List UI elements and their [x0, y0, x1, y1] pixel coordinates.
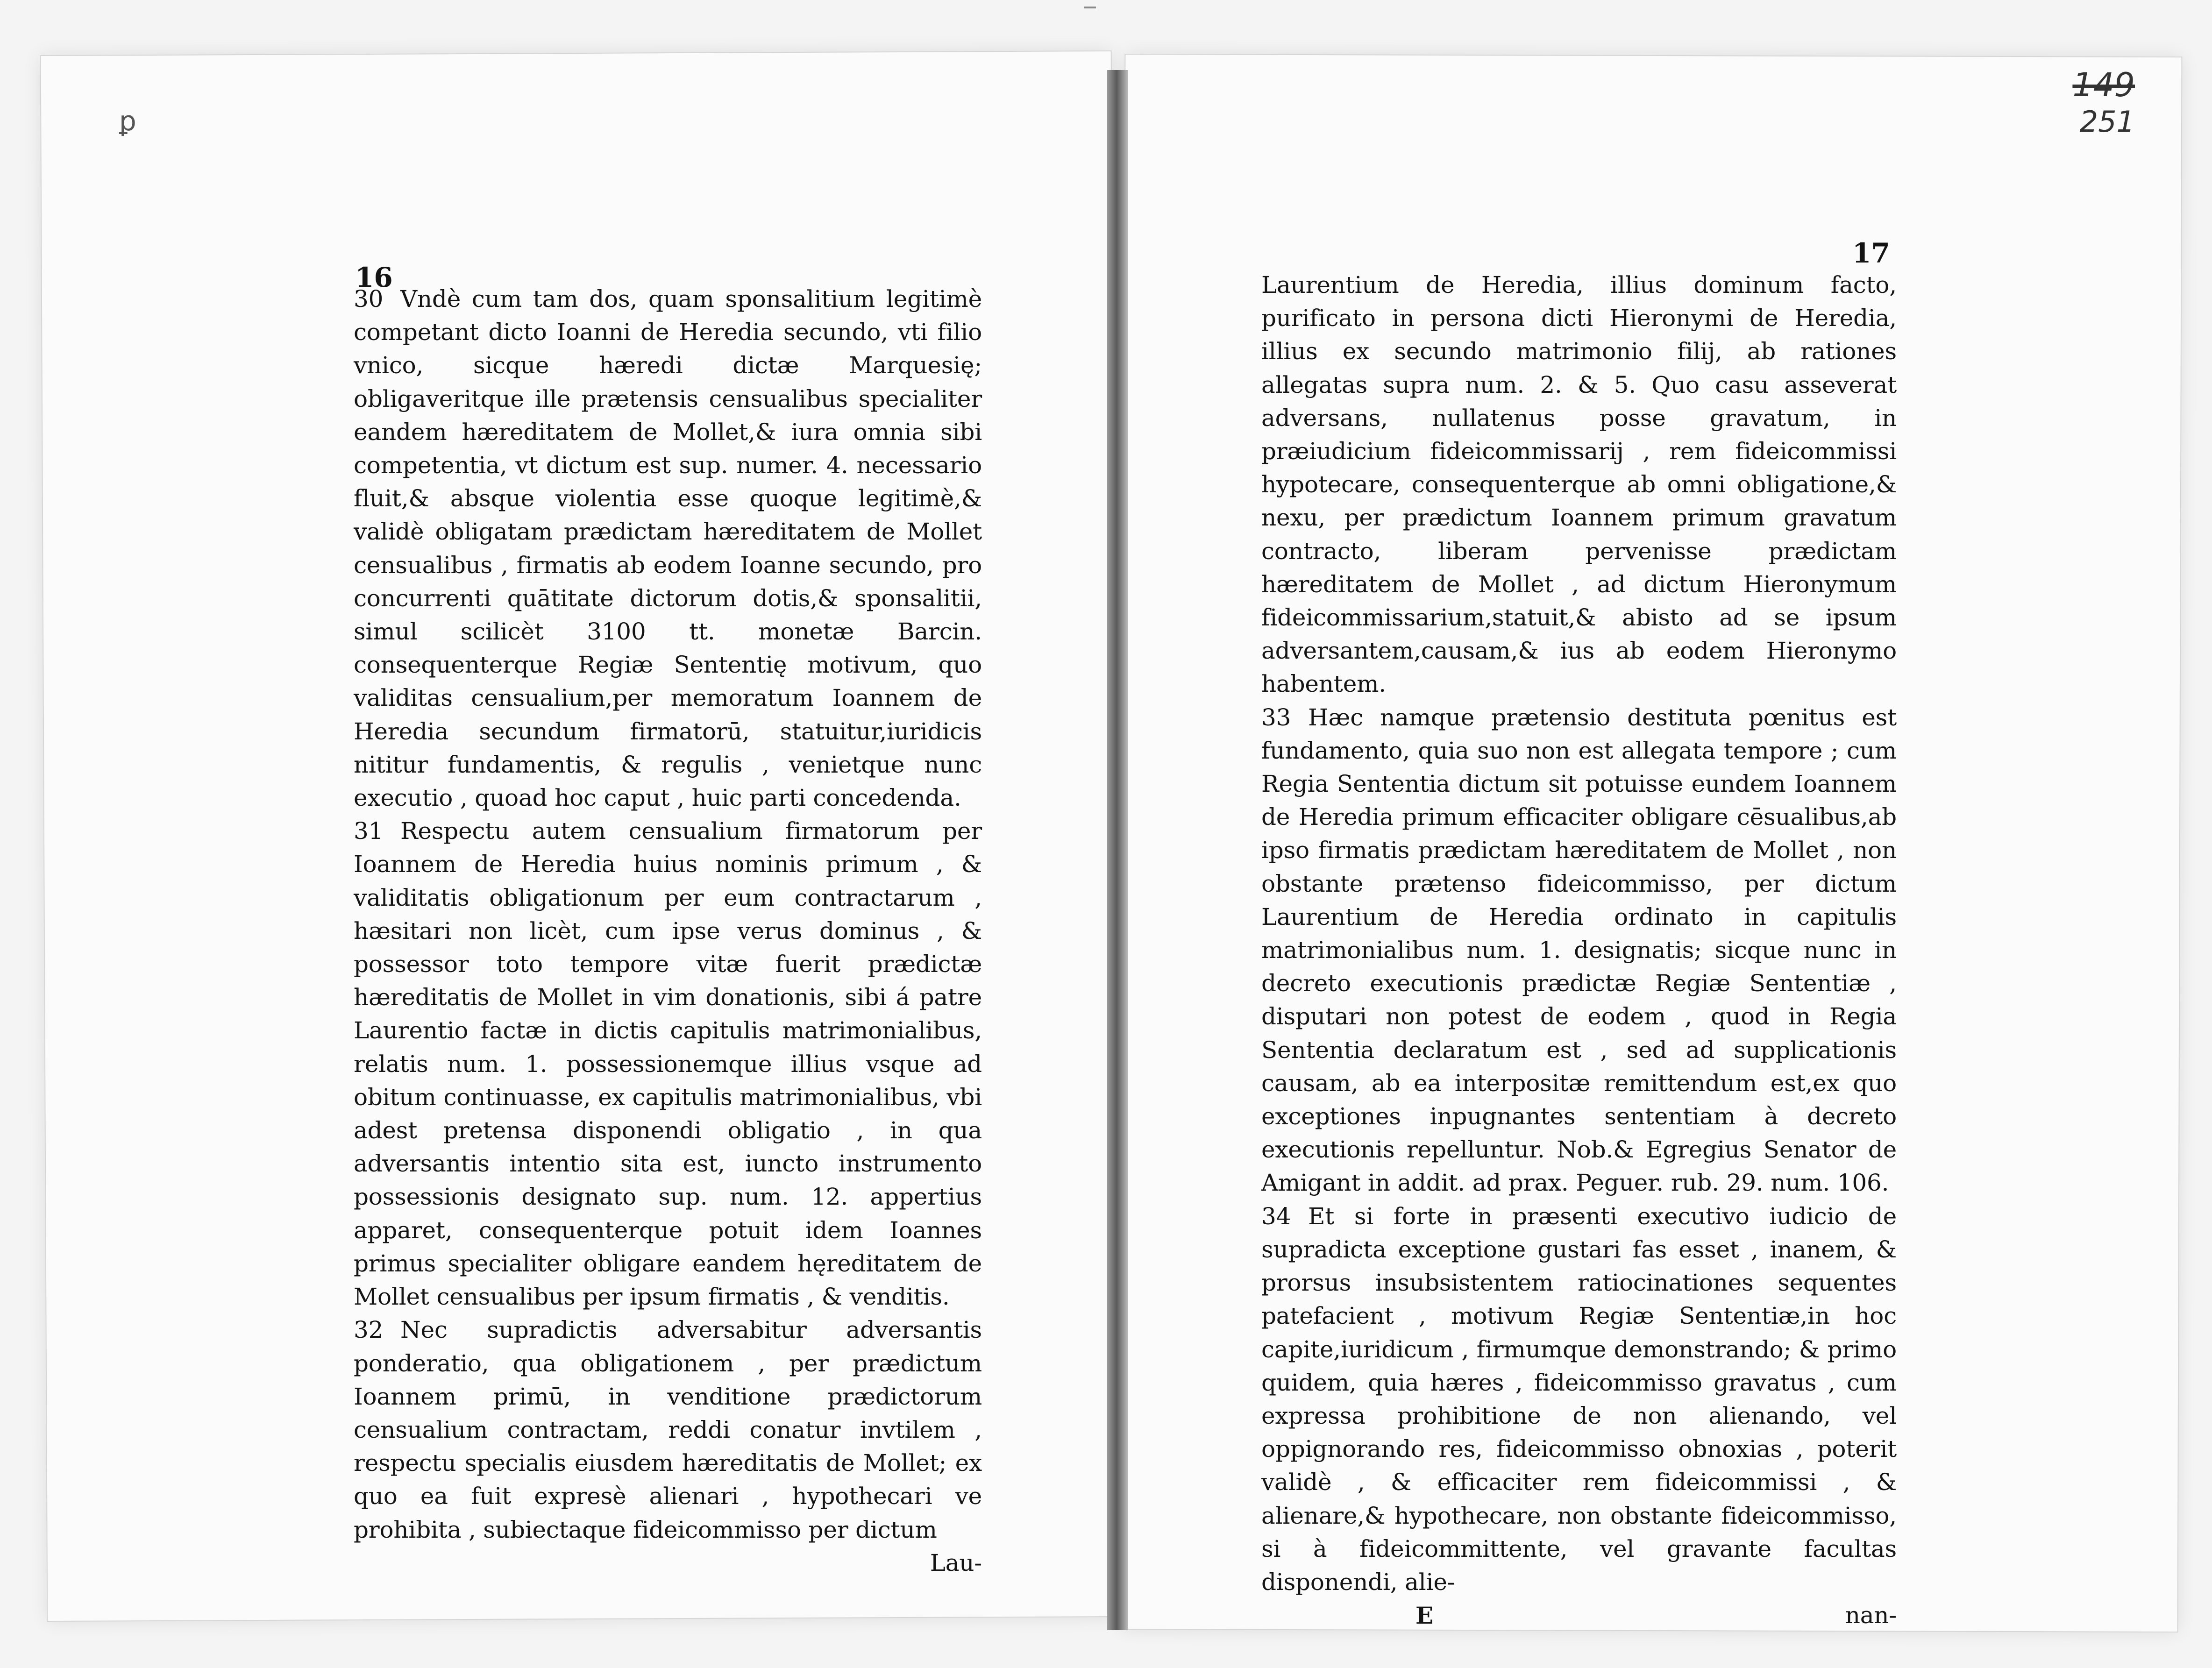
- current-folio-number: 251: [2079, 105, 2135, 139]
- archive-folio-number: [2023, 65, 2135, 139]
- left-page-number: 16: [355, 262, 393, 293]
- paragraph: [354, 283, 982, 815]
- margin-ink-mark: ꝑ: [119, 105, 136, 137]
- right-page-number: 17: [1852, 237, 1890, 269]
- paragraph-text: Nec supradictis adversabitur adversantis ponderatio, qua obligationem , per prædictum Ioannem primū, in venditione prædictorum censualium contractam, reddi conatur invtilem , respectu specialis eiusdem hæreditatis de Mollet; ex quo ea fuit expresè alienari , hypothecari ve prohibita , subiectaque fideicommisso per dictum: [354, 1316, 982, 1543]
- paragraph: [1261, 701, 1897, 1200]
- paragraph-number: 30: [354, 285, 384, 312]
- book-gutter: [1107, 70, 1128, 1630]
- scan-edge-mark: [1084, 7, 1096, 8]
- paragraph: [354, 815, 982, 1313]
- left-text-column: [354, 283, 982, 1580]
- paragraph-number: 31: [354, 817, 384, 845]
- paragraph-text: Laurentium de Heredia, illius dominum facto, purificato in persona dicti Hieronymi de Heredia, illius ex secundo matrimonio filij, ab rationes allegatas supra num. 2. & 5. Quo casu asseverat adversans, nullatenus posse gravatum, in præiudicium fideicommissarij , rem fideicommissi hypotecare, consequenterque ab omni obligatione,& nexu, per prædictum Ioannem primum gravatum contracto, liberam pervenisse prædictam hæreditatem de Mollet , ad dictum Hieronymum fideicommissarium,statuit,& abisto ad se ipsum adversantem,causam,& ius ab eodem Hieronymo habentem.: [1261, 271, 1897, 698]
- right-page-footer: [1261, 1599, 1897, 1632]
- paragraph: [1261, 1200, 1897, 1599]
- paragraph-text: Vndè cum tam dos, quam sponsalitium legitimè competant dicto Ioanni de Heredia secundo, vti filio vnico, sicque hæredi dictæ Marquesię; obligaveritque ille prætensis censualibus specialiter eandem hæreditatem de Mollet,& iura omnia sibi competentia, vt dictum est sup. numer. 4. necessario fluit,& absque violentia esse quoque legitimè,& validè obligatam prædictam hæreditatem de Mollet censualibus , firmatis ab eodem Ioanne secundo, pro concurrenti quātitate dictorum dotis,& sponsalitii, simul scilicèt 3100 tt. monetæ Barcin. consequenterque Regiæ Sententię motivum, quo validitas censualium,per memoratum Ioannem de Heredia secundum firmatorū, statuitur,iuridicis nititur fundamentis, & regulis , venietque nunc executio , quoad hoc caput , huic parti concedenda.: [354, 285, 982, 812]
- right-text-column: [1261, 269, 1897, 1632]
- paragraph-text: Hæc namque prætensio destituta pœnitus est fundamento, quia suo non est allegata tempore ; cum Regia Sententia dictum sit potuisse eundem Ioannem de Heredia primum efficaciter obligare cēsualibus,ab ipso firmatis prædictam hæreditatem de Mollet , non obstante prætenso fideicommisso, per dictum Laurentium de Heredia ordinato in capitulis matrimonialibus num. 1. designatis; sicque nunc in decreto executionis prædictæ Regiæ Sententiæ , disputari non potest de eodem , quod in Regia Sententia declaratum est , sed ad supplicationis causam, ab ea interpositæ remittendum est,ex quo exceptiones inpugnantes sententiam à decreto executionis repelluntur. Nob.& Egregius Senator de Amigant in addit. ad prax. Peguer. rub. 29. num. 106.: [1261, 703, 1897, 1197]
- left-catchword: Lau-: [930, 1549, 982, 1576]
- paragraph-text: Respectu autem censualium firmatorum per Ioannem de Heredia huius nominis primum , & validitatis obligationum per eum contractarum , hæsitari non licèt, cum ipse verus dominus , & possessor toto tempore vitæ fuerit prædictæ hæreditatis de Mollet in vim donationis, sibi á patre Laurentio factæ in dictis capitulis matrimonialibus, relatis num. 1. possessionemque illius vsque ad obitum continuasse, ex capitulis matrimonialibus, vbi adest pretensa disponendi obligatio , in qua adversantis intentio sita est, iuncto instrumento possessionis designato sup. num. 12. appertius apparet, consequenterque potuit idem Ioannes primus specialiter obligare eandem hęreditatem de Mollet censualibus per ipsum firmatis , & venditis.: [354, 817, 982, 1311]
- paragraph-number: 34: [1261, 1202, 1291, 1230]
- paragraph: [1261, 269, 1897, 701]
- right-catchword: nan-: [1845, 1602, 1897, 1629]
- struck-folio-number: 149: [2072, 66, 2135, 104]
- signature-mark: E: [1415, 1602, 1433, 1630]
- paragraph: [354, 1313, 982, 1546]
- paragraph-text: Et si forte in præsenti executivo iudicio de supradicta exceptione gustari fas esset , inanem, & prorsus insubsistentem ratiocinationes sequentes patefacient , motivum Regiæ Sententiæ,in hoc capite,iuridicum , firmumque demonstrando; & primo quidem, quia hæres , fideicommisso gravatus , cum expressa prohibitione de non alienando, vel oppignorando res, fideicommisso obnoxias , poterit validè , & efficaciter rem fideicommissi , & alienare,& hypothecare, non obstante fideicommisso, si à fideicommittente, vel gravante facultas disponendi, alie-: [1261, 1202, 1897, 1596]
- paragraph-number: 33: [1261, 703, 1291, 731]
- paragraph-number: 32: [354, 1316, 384, 1344]
